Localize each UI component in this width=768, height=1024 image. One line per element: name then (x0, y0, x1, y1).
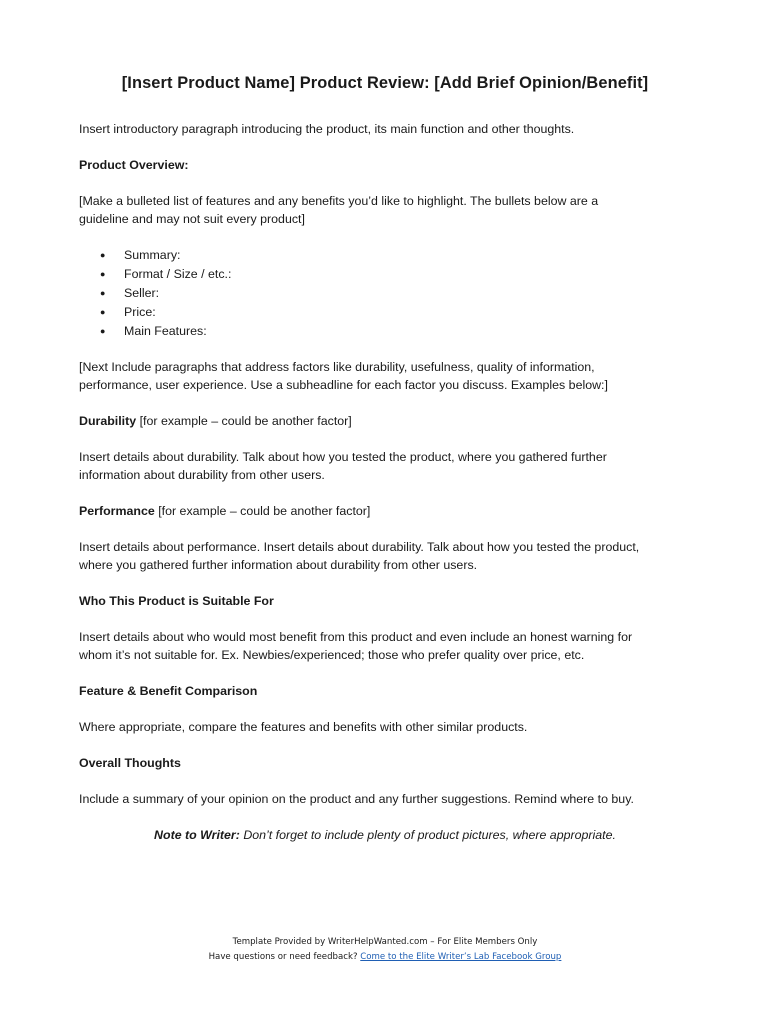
footer-line1: Template Provided by WriterHelpWanted.com – For Elite Members Only (232, 937, 538, 947)
note-to-writer (79, 826, 691, 844)
durability-heading-text: Durability (79, 414, 137, 428)
bullet-icon: ● (100, 269, 106, 279)
suitable-heading: Who This Product is Suitable For (79, 594, 274, 608)
page-title: [Insert Product Name] Product Review: [Add Brief Opinion/Benefit] (121, 74, 649, 92)
overall-line1: Include a summary of your opinion on the product and any further suggestions. Remind where to buy. (79, 792, 634, 806)
durability-heading-note: [for example – could be another factor] (136, 414, 352, 428)
note-label: Note to Writer: (154, 828, 240, 842)
performance-heading (79, 502, 370, 520)
overview-bullet-list (79, 246, 231, 341)
bullet-text: Main Features: (124, 324, 207, 338)
bullet-text: Format / Size / etc.: (124, 267, 232, 281)
list-item (79, 322, 231, 341)
comparison-line1: Where appropriate, compare the features and benefits with other similar products. (79, 720, 528, 734)
bullet-icon: ● (100, 250, 106, 260)
durability-line1: Insert details about durability. Talk about how you tested the product, where you gathered further (79, 450, 607, 464)
footer-line2 (79, 950, 691, 964)
performance-line2: where you gathered further information about durability from other users. (79, 558, 478, 572)
bullet-text: Seller: (124, 286, 160, 300)
list-item (79, 303, 231, 322)
overview-description-line2: guideline and may not suit every product] (79, 212, 305, 226)
footer-prefix: Have questions or need feedback? (208, 952, 361, 962)
list-item (79, 265, 231, 284)
performance-heading-note: [for example – could be another factor] (154, 504, 371, 518)
factors-intro-line2: performance, user experience. Use a subheadline for each factor you discuss. Examples below:] (79, 378, 608, 392)
list-item (79, 284, 231, 303)
bullet-text: Price: (124, 305, 156, 319)
comparison-heading: Feature & Benefit Comparison (79, 684, 258, 698)
factors-intro-line1: [Next Include paragraphs that address factors like durability, usefulness, quality of information, (79, 360, 595, 374)
durability-line2: information about durability from other users. (79, 468, 325, 482)
bullet-icon: ● (100, 326, 106, 336)
product-overview-heading: Product Overview: (79, 158, 189, 172)
facebook-group-link[interactable]: Come to the Elite Writer’s Lab Facebook Group (360, 952, 562, 962)
intro-paragraph: Insert introductory paragraph introducing the product, its main function and other thoughts. (79, 122, 575, 136)
durability-heading (79, 412, 352, 430)
suitable-line2: whom it’s not suitable for. Ex. Newbies/experienced; those who prefer quality over price, etc. (79, 648, 585, 662)
performance-heading-text: Performance (79, 504, 155, 518)
bullet-text: Summary: (124, 248, 181, 262)
performance-line1: Insert details about performance. Insert details about durability. Talk about how you tested the product, (79, 540, 640, 554)
bullet-icon: ● (100, 307, 106, 317)
suitable-line1: Insert details about who would most benefit from this product and even include an honest warning for (79, 630, 633, 644)
overview-description-line1: [Make a bulleted list of features and any benefits you’d like to highlight. The bullets below are a (79, 194, 599, 208)
list-item (79, 246, 231, 265)
overall-heading: Overall Thoughts (79, 756, 181, 770)
note-text: Don’t forget to include plenty of product pictures, where appropriate. (239, 828, 616, 842)
document-page (79, 0, 691, 1024)
bullet-icon: ● (100, 288, 106, 298)
